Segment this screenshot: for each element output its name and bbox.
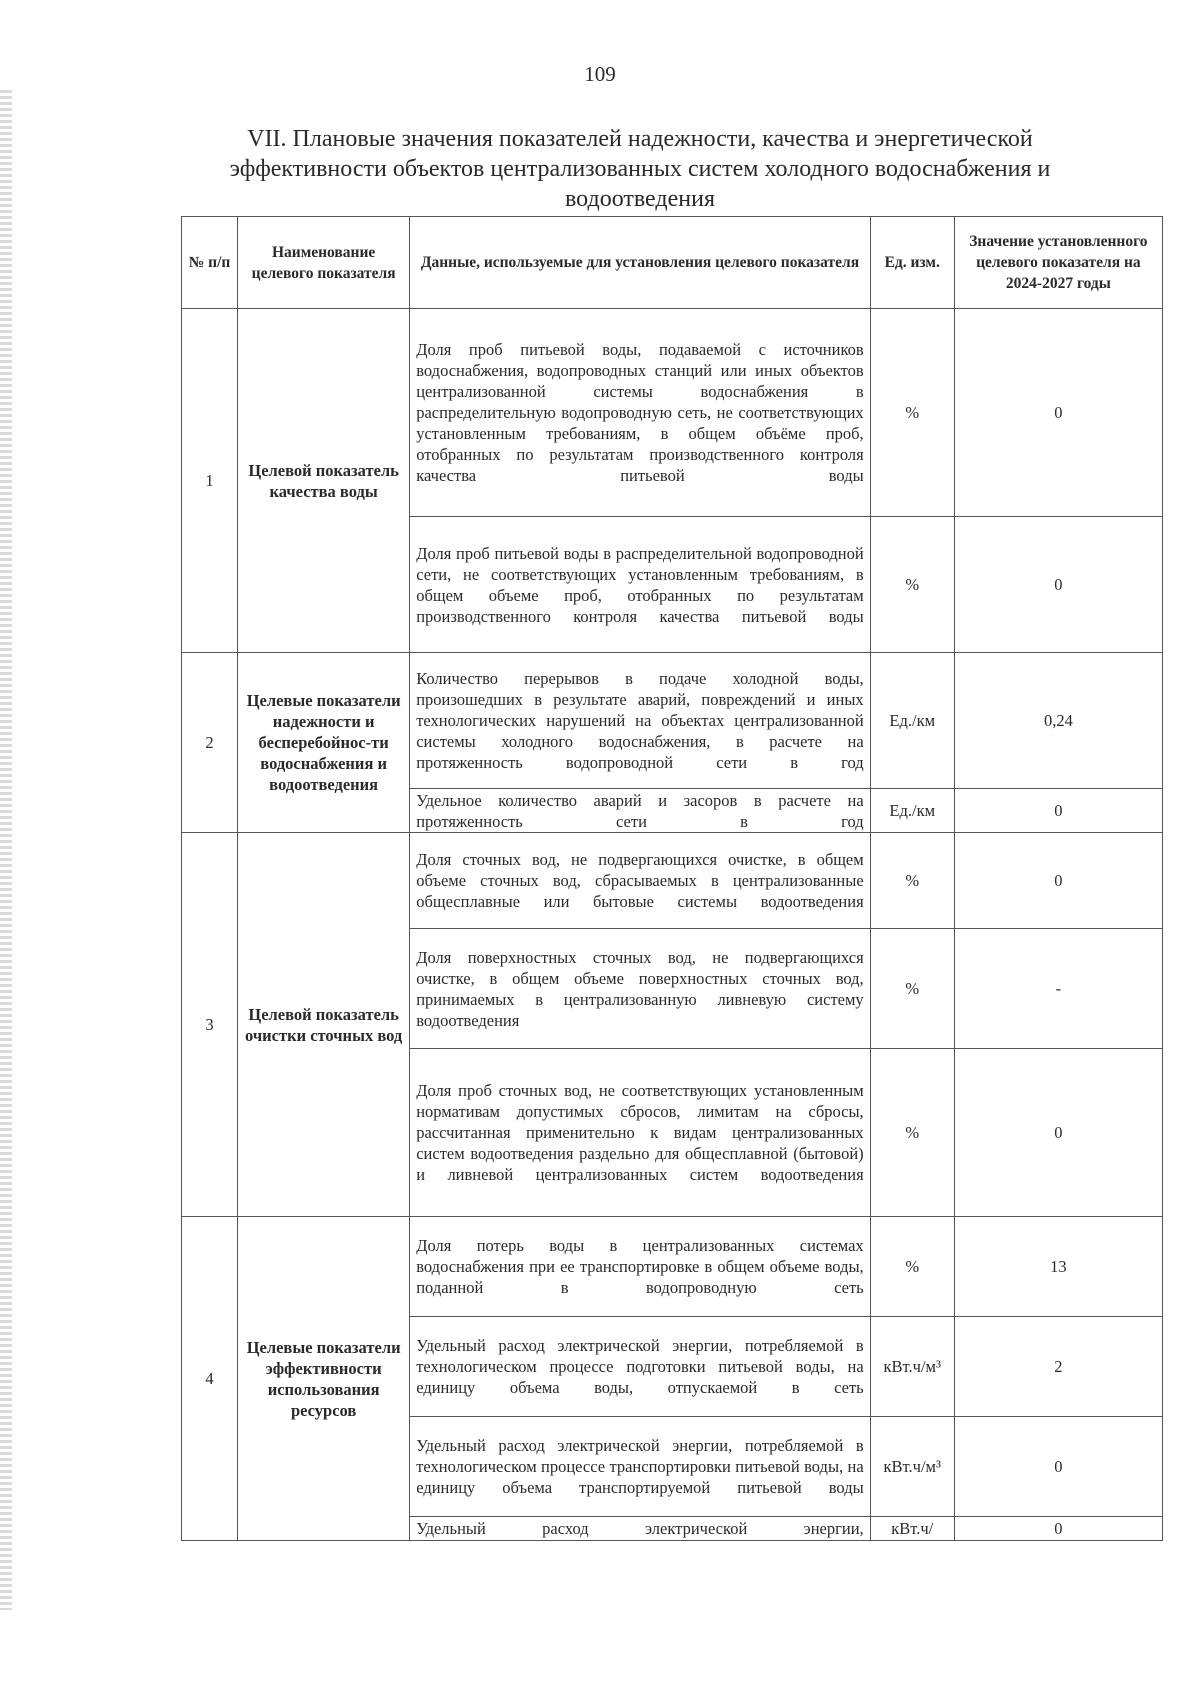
header-indicator-name: Наименование целевого показателя	[238, 217, 410, 309]
unit-cell: %	[870, 833, 954, 929]
row-number: 2	[182, 653, 238, 833]
indicator-data: Удельный расход электрической энергии, потребляемой в технологическом процессе подготовки питьевой воды, на единицу объема воды, отпускаемой в сеть	[410, 1317, 870, 1417]
indicator-name: Целевой показатель качества воды	[238, 309, 410, 653]
unit-cell: %	[870, 929, 954, 1049]
indicator-data: Доля поверхностных сточных вод, не подвергающихся очистке, в общем объеме поверхностных сточных вод, принимаемых в централизованную ливневую систему водоотведения	[410, 929, 870, 1049]
target-value: 0	[954, 309, 1162, 517]
indicator-data: Удельный расход электрической энергии,	[410, 1517, 870, 1541]
indicator-name: Целевые показатели надежности и бесперебойнос-ти водоснабжения и водоотведения	[238, 653, 410, 833]
indicator-name: Целевые показатели эффективности использования ресурсов	[238, 1217, 410, 1541]
target-value: 2	[954, 1317, 1162, 1417]
target-value: 0	[954, 833, 1162, 929]
table-row	[182, 833, 1163, 929]
row-number: 4	[182, 1217, 238, 1541]
indicator-data: Удельное количество аварий и засоров в расчете на протяженность сети в год	[410, 789, 870, 833]
unit-cell: Ед./км	[870, 789, 954, 833]
unit-cell: %	[870, 1217, 954, 1317]
table-row	[182, 309, 1163, 517]
indicator-data: Доля сточных вод, не подвергающихся очистке, в общем объеме сточных вод, сбрасываемых в централизованные общесплавные или бытовые системы водоотведения	[410, 833, 870, 929]
indicator-name: Целевой показатель очистки сточных вод	[238, 833, 410, 1217]
row-number: 1	[182, 309, 238, 653]
unit-cell: %	[870, 517, 954, 653]
table-row	[182, 653, 1163, 789]
target-value: 0	[954, 1517, 1162, 1541]
unit-cell: кВт.ч/	[870, 1517, 954, 1541]
header-number: № п/п	[182, 217, 238, 309]
target-value: 0	[954, 1049, 1162, 1217]
target-value: 0,24	[954, 653, 1162, 789]
target-value: 13	[954, 1217, 1162, 1317]
indicator-data: Доля проб питьевой воды, подаваемой с источников водоснабжения, водопроводных станций или иных объектов централизованной системы водоснабжения в распределительную водопроводную сеть, не соответствующих установленным требованиям, в общем объёме проб, отобранных по результатам производственного контроля качества питьевой воды	[410, 309, 870, 517]
unit-cell: Ед./км	[870, 653, 954, 789]
target-value: 0	[954, 517, 1162, 653]
indicator-data: Удельный расход электрической энергии, потребляемой в технологическом процессе транспортировки питьевой воды, на единицу объема транспортируемой питьевой воды	[410, 1417, 870, 1517]
target-value: 0	[954, 1417, 1162, 1517]
table-row	[182, 1217, 1163, 1317]
indicator-data: Количество перерывов в подаче холодной воды, произошедших в результате аварий, повреждений и иных технологических нарушений на объектах централизованной системы холодного водоснабжения, в расчете на протяженность водопроводной сети в год	[410, 653, 870, 789]
unit-cell: кВт.ч/м³	[870, 1417, 954, 1517]
indicator-data: Доля проб сточных вод, не соответствующих установленным нормативам допустимых сбросов, лимитам на сбросы, рассчитанная применительно к видам централизованных систем водоотведения раздельно для общесплавной (бытовой) и ливневой централизованных систем водоотведения	[410, 1049, 870, 1217]
indicator-data: Доля потерь воды в централизованных системах водоснабжения при ее транспортировке в общем объеме воды, поданной в водопроводную сеть	[410, 1217, 870, 1317]
target-indicators-table	[181, 216, 1163, 1541]
section-title: VII. Плановые значения показателей надежности, качества и энергетической эффективности объектов централизованных систем холодного водоснабжения и водоотведения	[229, 126, 1051, 212]
page-number: 109	[584, 62, 616, 86]
indicator-data: Доля проб питьевой воды в распределительной водопроводной сети, не соответствующих установленным требованиям, в общем объеме проб, отобранных по результатам производственного контроля качества питьевой воды	[410, 517, 870, 653]
unit-cell: %	[870, 1049, 954, 1217]
unit-cell: кВт.ч/м³	[870, 1317, 954, 1417]
target-value: 0	[954, 789, 1162, 833]
target-value: -	[954, 929, 1162, 1049]
header-unit: Ед. изм.	[870, 217, 954, 309]
scan-edge-strip	[0, 90, 12, 1610]
header-target-value: Значение установленного целевого показателя на 2024-2027 годы	[954, 217, 1162, 309]
header-source-data: Данные, используемые для установления целевого показателя	[410, 217, 870, 309]
row-number: 3	[182, 833, 238, 1217]
table-header-row	[182, 217, 1163, 309]
unit-cell: %	[870, 309, 954, 517]
